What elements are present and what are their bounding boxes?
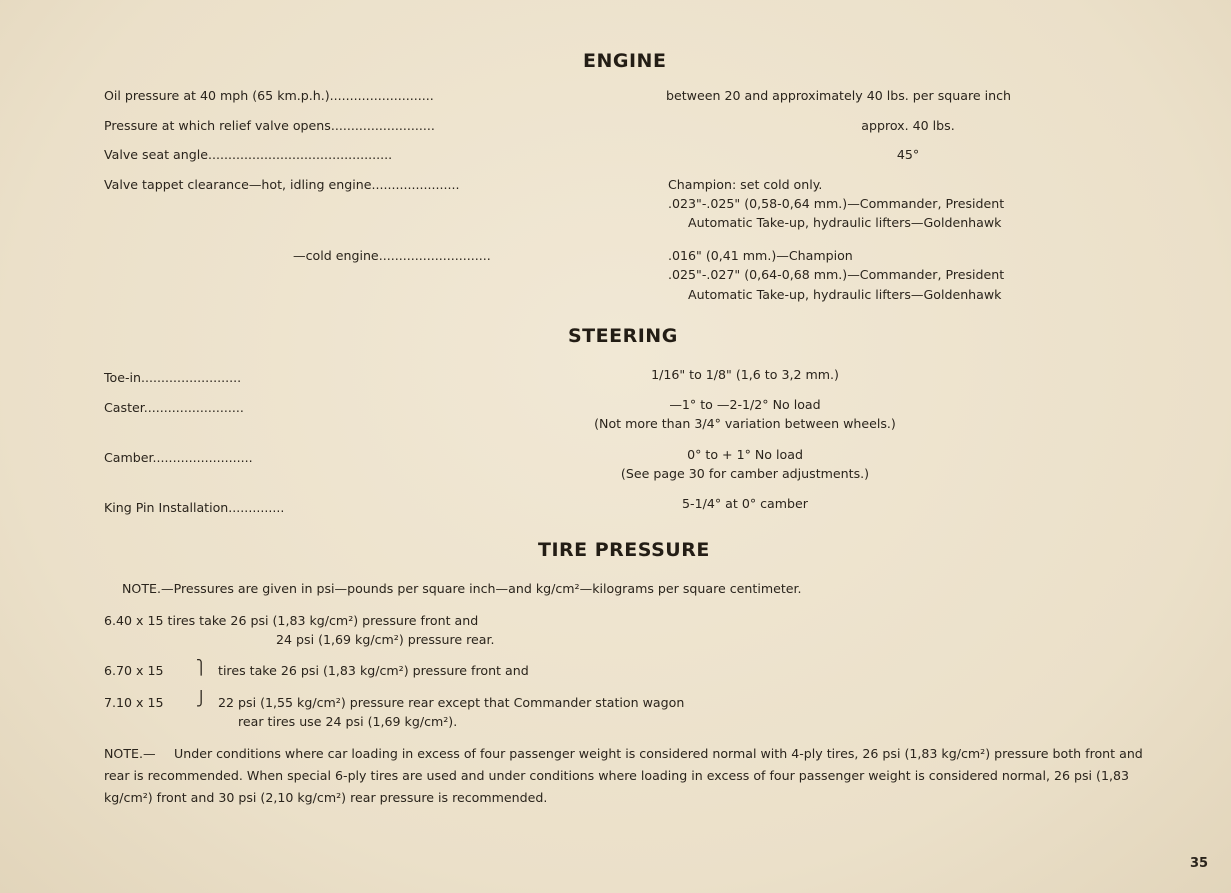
leader-dots: ............................ [378,248,491,263]
tire-size-710: 7.10 x 15 [104,695,164,710]
steering-value-king-pin: 5-1/4° at 0° camber [682,496,808,511]
steering-value-toe-in: 1/16" to 1/8" (1,6 to 3,2 mm.) [651,367,839,382]
tire-line-640: 6.40 x 15 tires take 26 psi (1,83 kg/cm²) pressure front and [104,613,479,628]
tire-note2-text: Under conditions where car loading in excess of four passenger weight is considered normal with 4-ply tires, 26 psi (1,83 kg/cm²) pressure both front and rear is recommended. When special 6-ply tires are used and under conditions where loading in excess of four passenger weight is considered normal, 26 psi (1,83 kg/cm²) front and 30 psi (2,10 kg/cm²) rear pressure is recommended. [104,746,1143,805]
steering-row-king-pin [104,500,284,516]
engine-value-tappet-cold-line3: Automatic Take-up, hydraulic lifters—Goldenhawk [688,287,1002,302]
brace-top: ⎫ [196,660,207,676]
leader-dots: .......................... [329,88,434,103]
engine-value-tappet-hot-line2: .023"-.025" (0,58-0,64 mm.)—Commander, President [668,196,1005,211]
tire-line-640-rear: 24 psi (1,69 kg/cm²) pressure rear. [276,632,495,647]
steering-value-camber-note: (See page 30 for camber adjustments.) [620,466,870,481]
engine-value-tappet-hot: Champion: set cold only. [668,177,823,192]
engine-row-oil-pressure [104,88,434,104]
tire-line-710-rear: 22 psi (1,55 kg/cm²) pressure rear except that Commander station wagon [218,695,685,710]
steering-row-camber [104,450,253,466]
row-label: Pressure at which relief valve opens [104,118,331,133]
row-label: King Pin Installation [104,500,229,515]
row-label: Oil pressure at 40 mph (65 km.p.h.) [104,88,330,103]
brace-bottom: ⎭ [196,691,207,707]
row-label: Toe-in [104,370,142,385]
row-label: Valve seat angle [104,147,208,162]
engine-value-oil-pressure: between 20 and approximately 40 lbs. per square inch [666,88,1011,103]
tire-size-670: 6.70 x 15 [104,663,164,678]
engine-value-valve-seat: 45° [896,147,920,162]
leader-dots: .............................................. [207,147,393,162]
steering-value-caster: —1° to —2-1/2° No load [669,397,821,412]
engine-row-valve-seat [104,147,392,163]
engine-value-tappet-cold-line2: .025"-.027" (0,64-0,68 mm.)—Commander, President [668,267,1005,282]
tire-pressure-heading: TIRE PRESSURE [538,539,710,561]
engine-value-tappet-hot-line3: Automatic Take-up, hydraulic lifters—Goldenhawk [688,215,1002,230]
leader-dots: ......................... [143,400,244,415]
engine-value-tappet-cold-line1: .016" (0,41 mm.)—Champion [668,248,853,263]
steering-row-toe-in [104,370,241,386]
row-label: —cold engine [293,248,379,263]
engine-value-relief-valve: approx. 40 lbs. [861,118,955,133]
steering-row-caster [104,400,244,416]
tire-line-670-front: tires take 26 psi (1,83 kg/cm²) pressure front and [218,663,529,678]
tire-note2-label: NOTE.— [104,746,156,761]
row-label: Valve tappet clearance—hot, idling engine [104,177,372,192]
steering-value-caster-note: (Not more than 3/4° variation between wheels.) [594,416,896,431]
steering-value-camber: 0° to + 1° No load [687,447,803,462]
tire-note-units: NOTE.—Pressures are given in psi—pounds per square inch—and kg/cm²—kilograms per square centimeter. [122,581,802,596]
row-label: Caster [104,400,144,415]
engine-row-relief-valve [104,118,435,134]
steering-heading: STEERING [568,325,678,347]
engine-row-tappet-hot [104,177,460,193]
leader-dots: ......................... [141,370,242,385]
tire-line-wagon: rear tires use 24 psi (1,69 kg/cm²). [238,714,458,729]
engine-heading: ENGINE [583,50,667,72]
row-label: Camber [104,450,153,465]
leader-dots: ...................... [371,177,460,192]
page-number: 35 [1190,856,1209,871]
leader-dots: ......................... [152,450,253,465]
leader-dots: .............. [228,500,285,515]
leader-dots: .......................... [330,118,435,133]
engine-row-tappet-cold [293,248,491,264]
